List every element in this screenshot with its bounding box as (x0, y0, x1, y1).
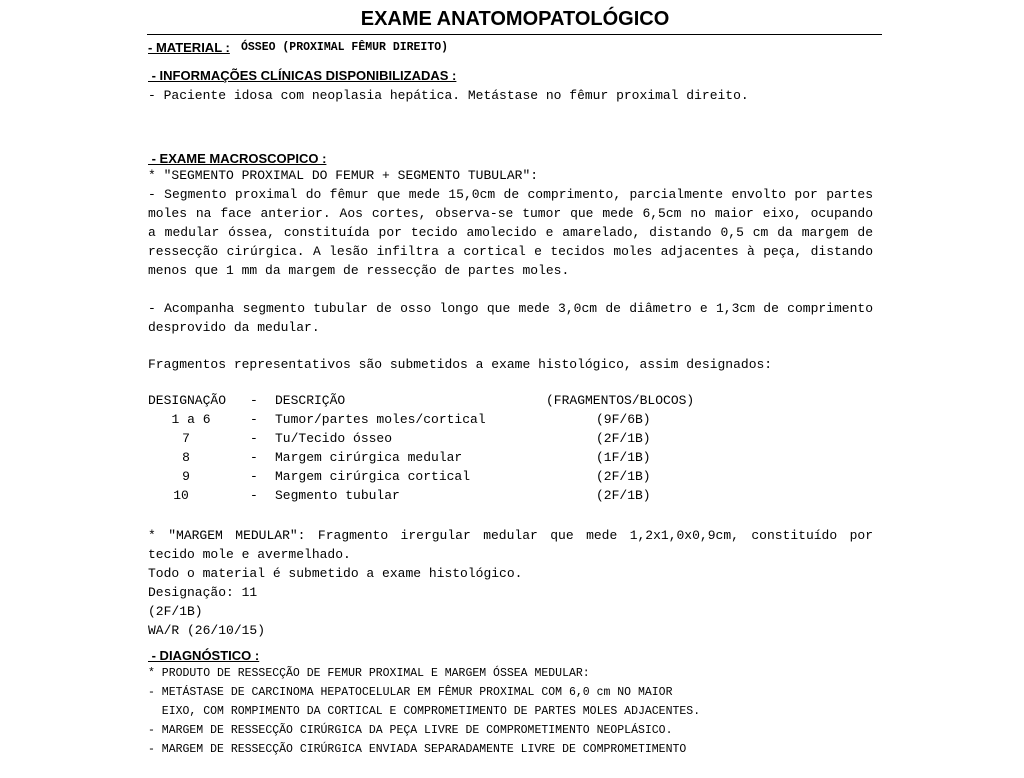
header-designacao: DESIGNAÇÃO (148, 393, 227, 408)
row-descricao: Margem cirúrgica cortical (275, 469, 471, 484)
row-dash: - (250, 450, 258, 465)
report-title: EXAME ANATOMOPATOLÓGICO (360, 8, 670, 30)
diagnosis-line: EIXO, COM ROMPIMENTO DA CORTICAL E COMPROMETIMENTO DE PARTES MOLES ADJACENTES. (148, 705, 701, 718)
fragments-intro: Fragmentos representativos são submetidos a exame histológico, assim designados: (148, 357, 773, 372)
margin-paragraph: * "MARGEM MEDULAR": Fragmento irergular medular que mede 1,2x1,0x0,9cm, constituído por tecido mole e avermelhado. (148, 528, 873, 562)
diagnosis-line: - METÁSTASE DE CARCINOMA HEPATOCELULAR EM FÊMUR PROXIMAL COM 6,0 cm NO MAIOR (148, 686, 673, 699)
header-descricao: DESCRIÇÃO (275, 393, 346, 408)
material-label: - MATERIAL : (148, 40, 230, 55)
row-dash: - (250, 488, 258, 503)
row-designacao: 1 a 6 (171, 412, 211, 427)
row-dash: - (250, 412, 258, 427)
all-material-line: Todo o material é submetido a exame histológico. (148, 566, 523, 581)
row-dash: - (250, 469, 258, 484)
macro-paragraph-1: - Segmento proximal do fêmur que mede 15,0cm de comprimento, parcialmente envolto por partes moles na face anterior. Aos cortes, observa-se tumor que mede 6,5cm no maior eixo, ocupando a medular óssea, constituída por tecido amolecido e amarelado, distando 0,5 cm da margem de ressecção cirúrgica. A lesão infiltra a cortical e tecidos moles adjacentes à peça, distando menos que 1 mm da margem de ressecção de partes moles. (148, 187, 873, 278)
diagnosis-line: - MARGEM DE RESSECÇÃO CIRÚRGICA ENVIADA SEPARADAMENTE LIVRE DE COMPROMETIMENTO (148, 743, 687, 756)
header-fragmentos: (FRAGMENTOS/BLOCOS) (546, 393, 695, 408)
row-descricao: Margem cirúrgica medular (275, 450, 463, 465)
row-descricao: Tu/Tecido ósseo (275, 431, 393, 446)
signature-line: WA/R (26/10/15) (148, 623, 266, 638)
designation-line: Designação: 11 (148, 585, 258, 600)
row-fragmentos: (2F/1B) (596, 488, 651, 503)
diagnosis-heading: - DIAGNÓSTICO : (148, 648, 260, 663)
row-fragmentos: (1F/1B) (596, 450, 651, 465)
material-value: ÓSSEO (PROXIMAL FÊMUR DIREITO) (241, 41, 449, 54)
title-rule (147, 34, 882, 35)
macro-paragraph-2: - Acompanha segmento tubular de osso longo que mede 3,0cm de diâmetro e 1,3cm de comprimento desprovido da medular. (148, 301, 873, 335)
clinical-text: - Paciente idosa com neoplasia hepática. Metástase no fêmur proximal direito. (148, 88, 749, 103)
macro-segment-title: * "SEGMENTO PROXIMAL DO FEMUR + SEGMENTO TUBULAR": (148, 168, 539, 183)
diagnosis-line: * PRODUTO DE RESSECÇÃO DE FEMUR PROXIMAL E MARGEM ÓSSEA MEDULAR: (148, 667, 590, 680)
macro-heading: - EXAME MACROSCOPICO : (148, 151, 327, 166)
row-dash: - (250, 431, 258, 446)
row-fragmentos: (2F/1B) (596, 469, 651, 484)
clinical-heading: - INFORMAÇÕES CLÍNICAS DISPONIBILIZADAS : (148, 68, 457, 83)
row-descricao: Segmento tubular (275, 488, 400, 503)
row-designacao: 7 (182, 431, 190, 446)
row-descricao: Tumor/partes moles/cortical (275, 412, 486, 427)
row-designacao: 9 (182, 469, 190, 484)
row-designacao: 10 (173, 488, 189, 503)
row-fragmentos: (2F/1B) (596, 431, 651, 446)
header-dash: - (250, 393, 258, 408)
row-fragmentos: (9F/6B) (596, 412, 651, 427)
diagnosis-line: - MARGEM DE RESSECÇÃO CIRÚRGICA DA PEÇA LIVRE DE COMPROMETIMENTO NEOPLÁSICO. (148, 724, 673, 737)
row-designacao: 8 (182, 450, 190, 465)
designation-blocks: (2F/1B) (148, 604, 203, 619)
